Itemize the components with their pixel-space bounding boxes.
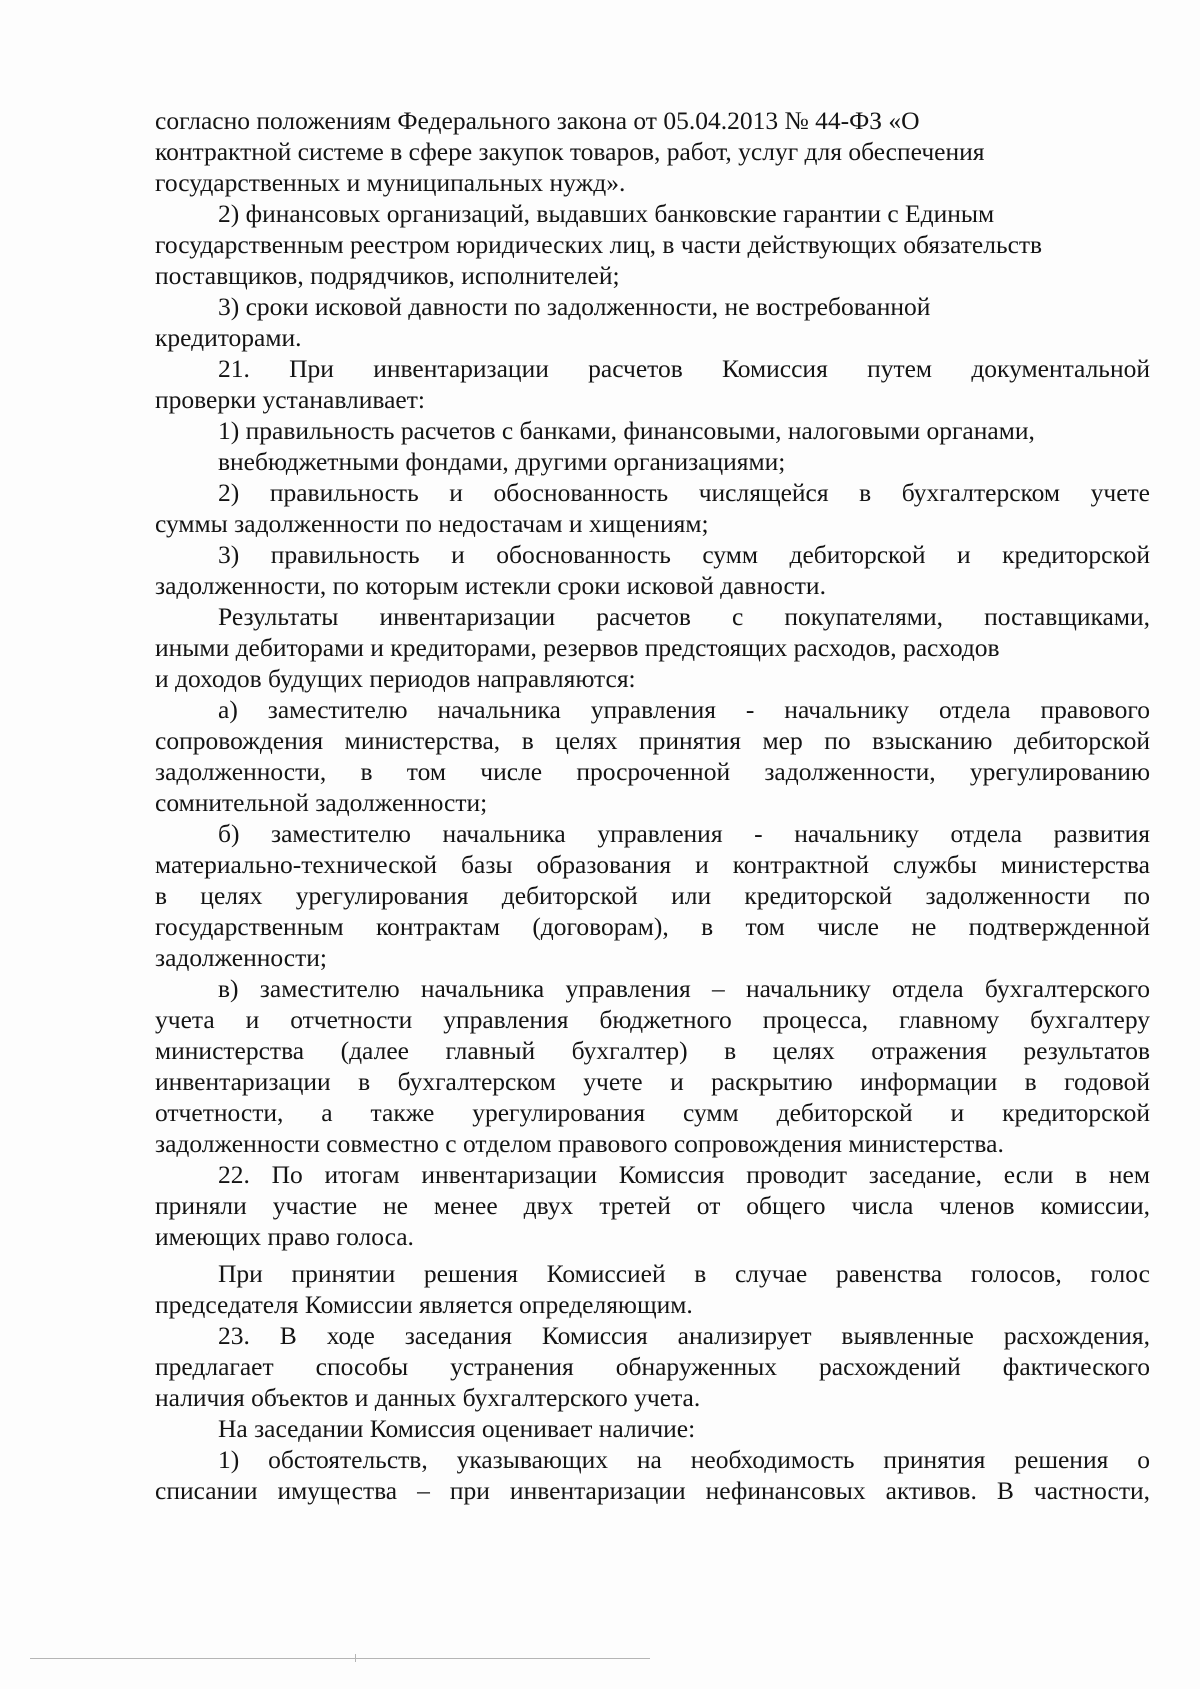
text-line: При принятии решения Комиссией в случае равенства голосов, голос (218, 1259, 1150, 1288)
text-line: 22. По итогам инвентаризации Комиссия проводит заседание, если в нем (218, 1160, 1150, 1189)
text-line: задолженности; (155, 943, 327, 972)
text-line: согласно положениям Федерального закона от 05.04.2013 № 44-ФЗ «О (155, 106, 920, 135)
text-line: списании имущества – при инвентаризации нефинансовых активов. В частности, (155, 1476, 1150, 1505)
text-line: сопровождения министерства, в целях принятия мер по взысканию дебиторской (155, 726, 1150, 755)
text-line: а) заместителю начальника управления - начальнику отдела правового (218, 695, 1150, 724)
text-line: сомнительной задолженности; (155, 788, 488, 817)
text-line: предлагает способы устранения обнаруженных расхождений фактического (155, 1352, 1150, 1381)
document-body (155, 105, 1150, 1506)
text-line: 1) правильность расчетов с банками, финансовыми, налоговыми органами, (218, 416, 1035, 445)
text-line: 1) обстоятельств, указывающих на необходимость принятия решения о (218, 1445, 1150, 1474)
text-line: 2) правильность и обоснованность числящейся в бухгалтерском учете (218, 478, 1150, 507)
text-line: иными дебиторами и кредиторами, резервов предстоящих расходов, расходов (155, 633, 1000, 662)
text-line: внебюджетными фондами, другими организациями; (218, 447, 786, 476)
text-line: контрактной системе в сфере закупок товаров, работ, услуг для обеспечения (155, 137, 985, 166)
text-line: материально-технической базы образования и контрактной службы министерства (155, 850, 1150, 879)
text-line: министерства (далее главный бухгалтер) в целях отражения результатов (155, 1036, 1150, 1065)
text-line: 3) правильность и обоснованность сумм дебиторской и кредиторской (218, 540, 1150, 569)
text-line: 2) финансовых организаций, выдавших банковские гарантии с Единым (218, 199, 995, 228)
text-line: На заседании Комиссия оценивает наличие: (218, 1414, 696, 1443)
text-line: государственных и муниципальных нужд». (155, 168, 626, 197)
text-line: учета и отчетности управления бюджетного процесса, главному бухгалтеру (155, 1005, 1150, 1034)
text-line: в целях урегулирования дебиторской или кредиторской задолженности по (155, 881, 1150, 910)
text-line: государственным контрактам (договорам), в том числе не подтвержденной (155, 912, 1150, 941)
text-line: Результаты инвентаризации расчетов с покупателями, поставщиками, (218, 602, 1150, 631)
text-line: поставщиков, подрядчиков, исполнителей; (155, 261, 620, 290)
text-line: б) заместителю начальника управления - начальнику отдела развития (218, 819, 1150, 848)
text-line: задолженности, по которым истекли сроки исковой давности. (155, 571, 826, 600)
text-line: 3) сроки исковой давности по задолженности, не востребованной (218, 292, 931, 321)
text-line: отчетности, а также урегулирования сумм дебиторской и кредиторской (155, 1098, 1150, 1127)
text-line: задолженности, в том числе просроченной задолженности, урегулированию (155, 757, 1150, 786)
text-line: наличия объектов и данных бухгалтерского учета. (155, 1383, 701, 1412)
text-line: имеющих право голоса. (155, 1222, 414, 1251)
text-line: задолженности совместно с отделом правового сопровождения министерства. (155, 1129, 1004, 1158)
text-line: инвентаризации в бухгалтерском учете и раскрытию информации в годовой (155, 1067, 1150, 1096)
text-line: приняли участие не менее двух третей от общего числа членов комиссии, (155, 1191, 1150, 1220)
text-line: председателя Комиссии является определяющим. (155, 1290, 693, 1319)
text-line: проверки устанавливает: (155, 385, 425, 414)
footer-rule (30, 1658, 650, 1659)
text-line: государственным реестром юридических лиц, в части действующих обязательств (155, 230, 1043, 259)
text-line: 23. В ходе заседания Комиссия анализирует выявленные расхождения, (218, 1321, 1150, 1350)
text-line: кредиторами. (155, 323, 302, 352)
text-line: в) заместителю начальника управления – начальнику отдела бухгалтерского (218, 974, 1150, 1003)
footer-tick-mark (355, 1654, 356, 1662)
text-line: и доходов будущих периодов направляются: (155, 664, 636, 693)
text-line: 21. При инвентаризации расчетов Комиссия путем документальной (218, 354, 1150, 383)
text-line: суммы задолженности по недостачам и хищениям; (155, 509, 709, 538)
